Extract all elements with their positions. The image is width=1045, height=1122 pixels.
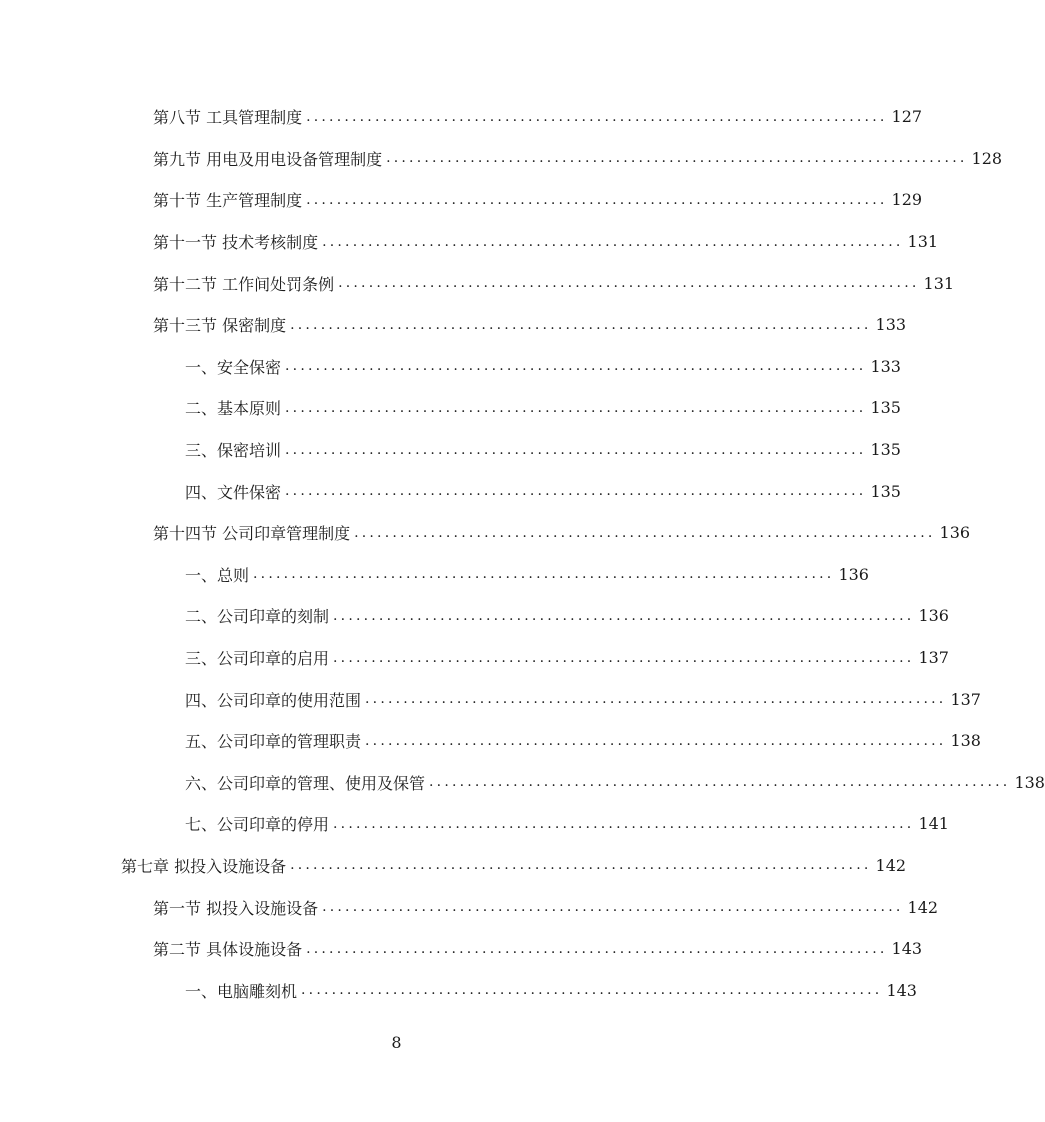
dot-leader: ............................................................................: [333, 649, 915, 666]
toc-entry-title: 五、公司印章的管理职责: [185, 732, 362, 752]
toc-entry[interactable]: [0, 803, 949, 845]
dot-leader: ............................................................................: [333, 815, 915, 832]
dot-leader: ............................................................................: [386, 150, 968, 167]
dot-leader: ............................................................................: [354, 524, 936, 541]
toc-entry-title: 一、总则: [185, 565, 250, 585]
dot-leader: ............................................................................: [290, 316, 872, 333]
toc-entry[interactable]: [0, 928, 923, 970]
dot-leader: ............................................................................: [301, 982, 883, 999]
toc-entry-page: 143: [891, 939, 923, 959]
dot-leader: ............................................................................: [306, 108, 888, 125]
toc-entry-page: 141: [918, 814, 949, 834]
toc-entry[interactable]: [0, 762, 1045, 804]
toc-entry-title: 七、公司印章的停用: [185, 815, 330, 835]
toc-entry-title: 第九节 用电及用电设备管理制度: [153, 149, 383, 169]
toc-entry-page: 142: [875, 855, 907, 875]
toc-entry[interactable]: [0, 346, 901, 388]
toc-entry-title: 第十节 生产管理制度: [153, 191, 303, 211]
toc-entry[interactable]: [0, 179, 923, 221]
dot-leader: ............................................................................: [285, 483, 867, 500]
dot-leader: ............................................................................: [333, 607, 915, 624]
toc-entry-title: 第十二节 工作间处罚条例: [153, 274, 335, 294]
page-number: 8: [391, 1033, 402, 1052]
toc-entry[interactable]: [0, 470, 901, 512]
dot-leader: ............................................................................: [285, 441, 867, 458]
dot-leader: ............................................................................: [322, 233, 904, 250]
toc-entry[interactable]: [0, 262, 955, 304]
toc-entry-page: 136: [838, 564, 869, 584]
toc-entry-page: 135: [870, 481, 901, 501]
dot-leader: ............................................................................: [253, 566, 835, 583]
toc-entry-page: 138: [1014, 772, 1045, 792]
toc-entry-page: 138: [950, 731, 981, 751]
toc-entry-page: 135: [870, 398, 901, 418]
toc-entry-page: 131: [923, 273, 955, 293]
toc-entry[interactable]: [0, 429, 901, 471]
toc-entry-title: 一、安全保密: [185, 357, 282, 377]
toc-entry-title: 第二节 具体设施设备: [153, 940, 303, 960]
toc-entry-page: 133: [875, 315, 907, 335]
toc-entry-page: 128: [971, 148, 1003, 168]
toc-entry-page: 129: [891, 190, 923, 210]
toc-entry-page: 131: [907, 232, 939, 252]
toc-entry-title: 第十三节 保密制度: [153, 316, 287, 336]
toc-entry[interactable]: [0, 969, 917, 1011]
toc-entry-title: 二、公司印章的刻制: [185, 607, 330, 627]
toc-entry[interactable]: [0, 637, 949, 679]
dot-leader: ............................................................................: [322, 899, 904, 916]
toc-entry-page: 136: [939, 523, 971, 543]
toc-entry-title: 六、公司印章的管理、使用及保管: [185, 773, 426, 793]
toc-entry-title: 第十一节 技术考核制度: [153, 233, 319, 253]
dot-leader: ............................................................................: [338, 275, 920, 292]
toc-entry-page: 143: [886, 980, 917, 1000]
dot-leader: ............................................................................: [306, 940, 888, 957]
toc-entry-title: 二、基本原则: [185, 399, 282, 419]
toc-entry-title: 第一节 拟投入设施设备: [153, 898, 319, 918]
dot-leader: ............................................................................: [285, 399, 867, 416]
toc-entry-page: 137: [950, 689, 981, 709]
toc-entry[interactable]: [0, 304, 907, 346]
toc-entry-page: 142: [907, 897, 939, 917]
toc-entry-title: 四、文件保密: [185, 482, 282, 502]
toc-entry-title: 三、公司印章的启用: [185, 649, 330, 669]
toc-entry[interactable]: [0, 678, 981, 720]
toc-entry[interactable]: [0, 720, 981, 762]
toc-entry-page: 133: [870, 356, 901, 376]
toc-entry-title: 一、电脑雕刻机: [185, 981, 298, 1001]
toc-entry-page: 137: [918, 648, 949, 668]
toc-entry-page: 135: [870, 440, 901, 460]
dot-leader: ............................................................................: [285, 358, 867, 375]
dot-leader: ............................................................................: [429, 774, 1011, 791]
toc-entry[interactable]: [0, 138, 1003, 180]
toc-entry[interactable]: [0, 595, 949, 637]
table-of-contents: [0, 96, 1045, 1011]
toc-entry[interactable]: [0, 387, 901, 429]
dot-leader: ............................................................................: [365, 732, 947, 749]
toc-entry-title: 四、公司印章的使用范围: [185, 690, 362, 710]
toc-entry[interactable]: [0, 512, 971, 554]
toc-entry-title: 第十四节 公司印章管理制度: [153, 524, 351, 544]
toc-entry-page: 136: [918, 606, 949, 626]
toc-entry[interactable]: [0, 886, 939, 928]
dot-leader: ............................................................................: [365, 691, 947, 708]
toc-entry-title: 三、保密培训: [185, 441, 282, 461]
toc-entry[interactable]: [0, 221, 939, 263]
toc-entry-title: 第七章 拟投入设施设备: [121, 856, 287, 876]
toc-entry[interactable]: [0, 845, 907, 887]
dot-leader: ............................................................................: [290, 857, 872, 874]
toc-entry[interactable]: [0, 554, 869, 596]
toc-entry[interactable]: [0, 96, 923, 138]
dot-leader: ............................................................................: [306, 191, 888, 208]
toc-entry-title: 第八节 工具管理制度: [153, 108, 303, 128]
toc-entry-page: 127: [891, 107, 923, 127]
